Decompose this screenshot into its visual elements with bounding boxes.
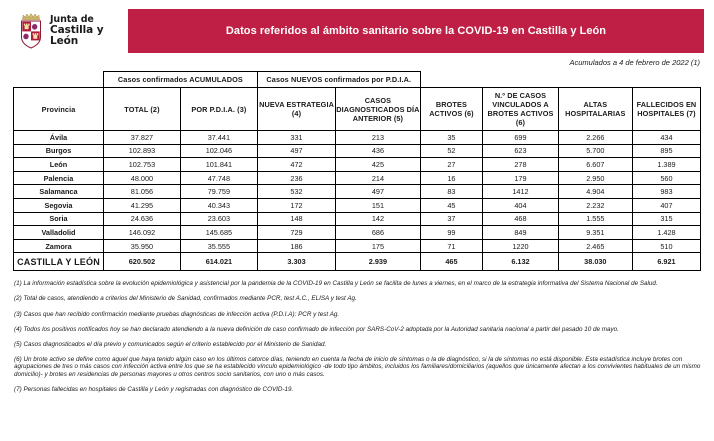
cell-provincia: Salamanca (14, 185, 104, 199)
cell-casos-dia-anterior: 142 (336, 212, 421, 226)
header-spacer (483, 72, 559, 88)
cell-casos-vinculados: 699 (483, 131, 559, 145)
covid-data-table (13, 71, 701, 271)
cell-nueva-estrategia: 729 (257, 226, 335, 240)
logo-wordmark (50, 14, 118, 47)
cell-nueva-estrategia: 331 (257, 131, 335, 145)
total-pdia: 614.021 (180, 253, 257, 271)
cell-fallecidos: 895 (632, 144, 700, 158)
logo-line-2: Castilla y León (50, 24, 104, 47)
cell-nueva-estrategia: 148 (257, 212, 335, 226)
accumulated-date-label: Acumulados a 4 de febrero de 2022 (1) (569, 58, 700, 67)
cell-nueva-estrategia: 472 (257, 158, 335, 172)
cell-altas-hospitalarias: 9.351 (558, 226, 632, 240)
footnote-5: (5) Casos diagnosticados el día previo y comunicados según el criterio establecido por el Ministerio de Sanidad. (14, 340, 327, 348)
cell-total: 24.636 (103, 212, 180, 226)
page-title: Datos referidos al ámbito sanitario sobre la COVID-19 en Castilla y León (225, 24, 607, 37)
cell-casos-dia-anterior: 151 (336, 198, 421, 212)
cell-provincia: Valladolid (14, 226, 104, 240)
cell-fallecidos: 315 (632, 212, 700, 226)
column-header-casos-dia-anterior: CASOS DIAGNOSTICADOS DÍA ANTERIOR (5) (336, 88, 421, 131)
cell-casos-vinculados: 404 (483, 198, 559, 212)
cell-fallecidos: 1.389 (632, 158, 700, 172)
total-vinculados: 6.132 (483, 253, 559, 271)
cell-nueva-estrategia: 186 (257, 239, 335, 253)
footnote-6: (6) Un brote activo se define como aquel que haya tenido algún caso en los últimos catorce días, teniendo en cuenta la fecha de inicio de síntomas o la de diagnóstico, si la de síntomas no está disponible. Esta estadística incluye brotes con agrupaciones de tres o más casos con infección activa entre los que se ha establecido vínculo epidemiológico -de todo tipo ámbitos, incluidos los familiares/domiciliarios (aquellos que únicamente afectan a los convivientes habituales de un mismo domicilio)- y brotes en residencias de personas mayores u otros centros socio sanitarios, con uno o más casos. (14, 355, 701, 378)
cell-altas-hospitalarias: 1.555 (558, 212, 632, 226)
footnote-7: (7) Personas fallecidas en hospitales de Castilla y León y registradas con diagnóstico de COVID-19. (14, 386, 294, 394)
cell-casos-vinculados: 1412 (483, 185, 559, 199)
header-spacer (420, 72, 483, 88)
header-spacer (558, 72, 632, 88)
table-row (14, 198, 701, 212)
column-header-fallecidos: FALLECIDOS EN HOSPITALES (7) (632, 88, 700, 131)
cell-total: 48.000 (103, 171, 180, 185)
cell-total: 37.827 (103, 131, 180, 145)
table-column-header-row (14, 88, 701, 131)
cell-altas-hospitalarias: 2.232 (558, 198, 632, 212)
cell-casos-dia-anterior: 436 (336, 144, 421, 158)
cell-total: 35.950 (103, 239, 180, 253)
title-banner (128, 9, 704, 53)
column-header-provincia: Provincia (14, 88, 104, 131)
cell-nueva-estrategia: 532 (257, 185, 335, 199)
cell-provincia: Segovia (14, 198, 104, 212)
cell-nueva-estrategia: 172 (257, 198, 335, 212)
cell-fallecidos: 560 (632, 171, 700, 185)
total-label: CASTILLA Y LEÓN (14, 253, 104, 271)
column-header-por-pdia: POR P.D.I.A. (3) (180, 88, 257, 131)
footnote-2: (2) Total de casos, atendiendo a criterios del Ministerio de Sanidad, confirmados mediante PCR, test A.C., ELISA y test Ag. (14, 295, 357, 303)
junta-logo (10, 12, 118, 50)
group-header-acumulados: Casos confirmados ACUMULADOS (103, 72, 257, 88)
data-table-container (0, 71, 714, 271)
cell-fallecidos: 407 (632, 198, 700, 212)
cell-brotes-activos: 45 (420, 198, 483, 212)
table-row (14, 212, 701, 226)
table-total-row (14, 253, 701, 271)
cell-pdia: 102.046 (180, 144, 257, 158)
total-brotes: 465 (420, 253, 483, 271)
group-header-nuevos: Casos NUEVOS confirmados por P.D.I.A. (257, 72, 420, 88)
cell-pdia: 101.841 (180, 158, 257, 172)
column-header-brotes-activos: BROTES ACTIVOS (6) (420, 88, 483, 131)
cell-casos-dia-anterior: 175 (336, 239, 421, 253)
logo-line-1: Junta de (50, 14, 94, 25)
table-row (14, 144, 701, 158)
cell-brotes-activos: 99 (420, 226, 483, 240)
table-row (14, 239, 701, 253)
cell-casos-dia-anterior: 497 (336, 185, 421, 199)
cell-casos-vinculados: 468 (483, 212, 559, 226)
cell-provincia: Soria (14, 212, 104, 226)
cell-total: 41.295 (103, 198, 180, 212)
cell-fallecidos: 434 (632, 131, 700, 145)
cell-pdia: 37.441 (180, 131, 257, 145)
cell-casos-vinculados: 278 (483, 158, 559, 172)
cell-altas-hospitalarias: 2.950 (558, 171, 632, 185)
cell-altas-hospitalarias: 2.465 (558, 239, 632, 253)
cell-nueva-estrategia: 236 (257, 171, 335, 185)
column-header-casos-vinculados: N.º DE CASOS VINCULADOS A BROTES ACTIVOS (6) (483, 88, 559, 131)
table-row (14, 131, 701, 145)
cell-pdia: 23.603 (180, 212, 257, 226)
total-dia-anterior: 2.939 (336, 253, 421, 271)
cell-total: 102.893 (103, 144, 180, 158)
cell-pdia: 79.759 (180, 185, 257, 199)
cell-provincia: Palencia (14, 171, 104, 185)
cell-pdia: 145.685 (180, 226, 257, 240)
cell-altas-hospitalarias: 2.266 (558, 131, 632, 145)
column-header-nueva-estrategia: NUEVA ESTRATEGIA (4) (257, 88, 335, 131)
cell-nueva-estrategia: 497 (257, 144, 335, 158)
cell-altas-hospitalarias: 5.700 (558, 144, 632, 158)
cell-brotes-activos: 37 (420, 212, 483, 226)
cell-casos-vinculados: 179 (483, 171, 559, 185)
cell-brotes-activos: 27 (420, 158, 483, 172)
column-header-total: TOTAL (2) (103, 88, 180, 131)
cell-provincia: Ávila (14, 131, 104, 145)
cell-provincia: Zamora (14, 239, 104, 253)
cell-casos-dia-anterior: 213 (336, 131, 421, 145)
column-header-altas-hospitalarias: ALTAS HOSPITALARIAS (558, 88, 632, 131)
cell-casos-dia-anterior: 425 (336, 158, 421, 172)
cell-pdia: 35.555 (180, 239, 257, 253)
table-row (14, 185, 701, 199)
cell-total: 102.753 (103, 158, 180, 172)
header-spacer (14, 72, 104, 88)
table-footer (14, 253, 701, 271)
total-altas: 38.030 (558, 253, 632, 271)
total-fallecidos: 6.921 (632, 253, 700, 271)
footnotes-section (0, 271, 714, 393)
footnote-3: (3) Casos que han recibido confirmación mediante pruebas diagnósticas de infección activa (P.D.I.A): PCR y test Ag. (14, 310, 340, 318)
coat-of-arms-icon (16, 12, 46, 50)
cell-total: 146.092 (103, 226, 180, 240)
table-row (14, 226, 701, 240)
table-body (14, 131, 701, 253)
cell-brotes-activos: 35 (420, 131, 483, 145)
footnote-4: (4) Todos los positivos notificados hoy se han declarado atendiendo a la nueva definición de caso confirmado de infección por SARS-CoV-2 adoptada por la Autoridad sanitaria nacional a partir del pasado 10 de mayo. (14, 325, 619, 333)
page-header (0, 0, 714, 52)
table-group-header-row (14, 72, 701, 88)
cell-brotes-activos: 71 (420, 239, 483, 253)
cell-fallecidos: 983 (632, 185, 700, 199)
cell-provincia: León (14, 158, 104, 172)
cell-provincia: Burgos (14, 144, 104, 158)
cell-fallecidos: 1.428 (632, 226, 700, 240)
cell-brotes-activos: 16 (420, 171, 483, 185)
cell-brotes-activos: 52 (420, 144, 483, 158)
cell-casos-vinculados: 1220 (483, 239, 559, 253)
cell-fallecidos: 510 (632, 239, 700, 253)
total-nueva: 3.303 (257, 253, 335, 271)
footnote-1: (1) La información estadística sobre la evolución epidemiológica y asistencial por la pandemia de la COVID-19 en Castilla y León se facilita de lunes a viernes, en el marco de la estrategia informativa del Sistema Nacional de Salud. (14, 280, 658, 288)
header-spacer (632, 72, 700, 88)
total-total: 620.502 (103, 253, 180, 271)
cell-casos-vinculados: 849 (483, 226, 559, 240)
table-row (14, 158, 701, 172)
cell-casos-vinculados: 623 (483, 144, 559, 158)
cell-pdia: 47.748 (180, 171, 257, 185)
cell-altas-hospitalarias: 4.904 (558, 185, 632, 199)
cell-brotes-activos: 83 (420, 185, 483, 199)
cell-altas-hospitalarias: 6.607 (558, 158, 632, 172)
cell-pdia: 40.343 (180, 198, 257, 212)
table-row (14, 171, 701, 185)
cell-casos-dia-anterior: 214 (336, 171, 421, 185)
cell-casos-dia-anterior: 686 (336, 226, 421, 240)
cell-total: 81.056 (103, 185, 180, 199)
